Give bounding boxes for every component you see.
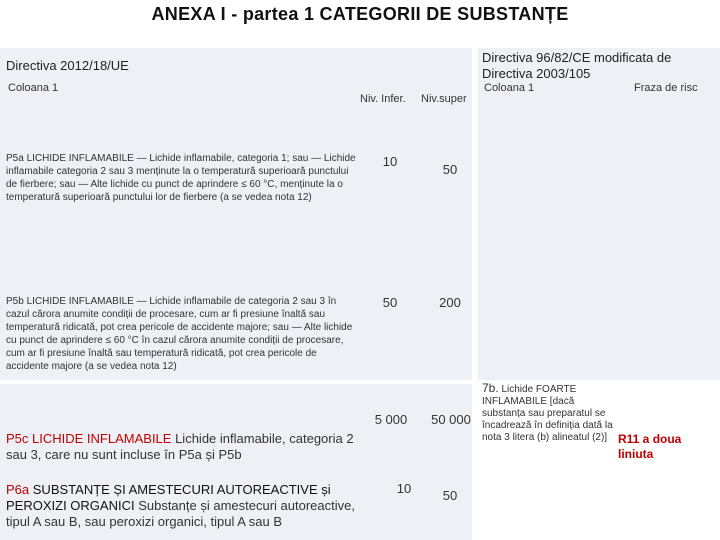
right-note-code: 7b.: [482, 381, 499, 395]
row-p5a-description: P5a LICHIDE INFLAMABILE — Lichide inflamabile, categoria 1; sau — Lichide inflamabile categoria 2 sau 3 menținute la o temperatură superioară punctului de fierbere; sau — Alte lichide cu punct de aprindere ≤ 60 °C, menținute la o temperatură superioară punctului lor de fierbere (a se vedea nota 12): [6, 153, 356, 203]
right-note-7b: [482, 382, 616, 444]
row-p5c-description: [6, 431, 362, 463]
col1-left-header: Coloana 1: [8, 82, 59, 94]
row-p5c-niv-infer: 5 000: [374, 412, 408, 427]
row-p6a-description: [6, 482, 362, 530]
page-title: ANEXA I - partea 1 CATEGORII DE SUBSTANȚE: [151, 4, 569, 24]
row-p6a-rest: Substanțe și amestecuri autoreactive, tipul A sau B, sau peroxizi organici, tipul A sau B: [6, 498, 355, 529]
left-directive: Directiva 2012/18/UE: [6, 58, 129, 73]
niv-infer-header: Niv. Infer.: [360, 93, 406, 105]
row-p6a-name: SUBSTANȚE ȘI AMESTECURI AUTOREACTIVE și PEROXIZI ORGANICI: [6, 482, 331, 513]
row-p5a-niv-super: 50: [442, 162, 458, 177]
right-directive-line1: Directiva 96/82/CE modificata de: [482, 50, 672, 65]
row-p5c-code: P5c: [6, 431, 29, 446]
right-panel: [478, 48, 720, 380]
row-p5c-niv-super: 50 000: [431, 412, 471, 427]
row-p5b-description: P5b LICHIDE INFLAMABILE — Lichide inflamabile de categoria 2 sau 3 în cazul cărora anumite condiții de procesare, cum ar fi presiune înaltă sau temperatură ridicată, pot crea pericole de accidente majore; sau — Alte lichide cu punct de aprindere ≤ 60 °C în cazul cărora anumite condiții de procesare, cum ar fi presiune înaltă sau temperatură ridicată, pot crea pericole de accidente majore (a se vedea nota 12): [6, 296, 353, 372]
col1-right-header: Coloana 1: [484, 82, 535, 94]
row-p5a-niv-infer: 10: [382, 154, 398, 169]
row-p6a-niv-infer: 10: [396, 481, 412, 496]
row-p5b-niv-super: 200: [439, 295, 461, 310]
row-p6a-code: P6a: [6, 482, 30, 497]
row-p6a-niv-super: 50: [442, 488, 458, 503]
right-directive-line2: Directiva 2003/105: [482, 66, 591, 81]
niv-super-header: Niv.super: [421, 93, 467, 105]
row-p5c-rest: Lichide inflamabile, categoria 2 sau 3, care nu sunt incluse în P5a și P5b: [6, 431, 354, 462]
right-note-risk: R11 a doua liniuta: [618, 432, 682, 461]
right-note-text: Lichide FOARTE INFLAMABILE [dacă substanța sau preparatul se încadrează în definiția dată la nota 3 litera (b) alineatul (2)]: [482, 384, 613, 443]
row-p5c-name: LICHIDE INFLAMABILE: [32, 431, 172, 446]
row-p5b-niv-infer: 50: [382, 295, 398, 310]
fraza-header: Fraza de risc: [634, 82, 698, 94]
